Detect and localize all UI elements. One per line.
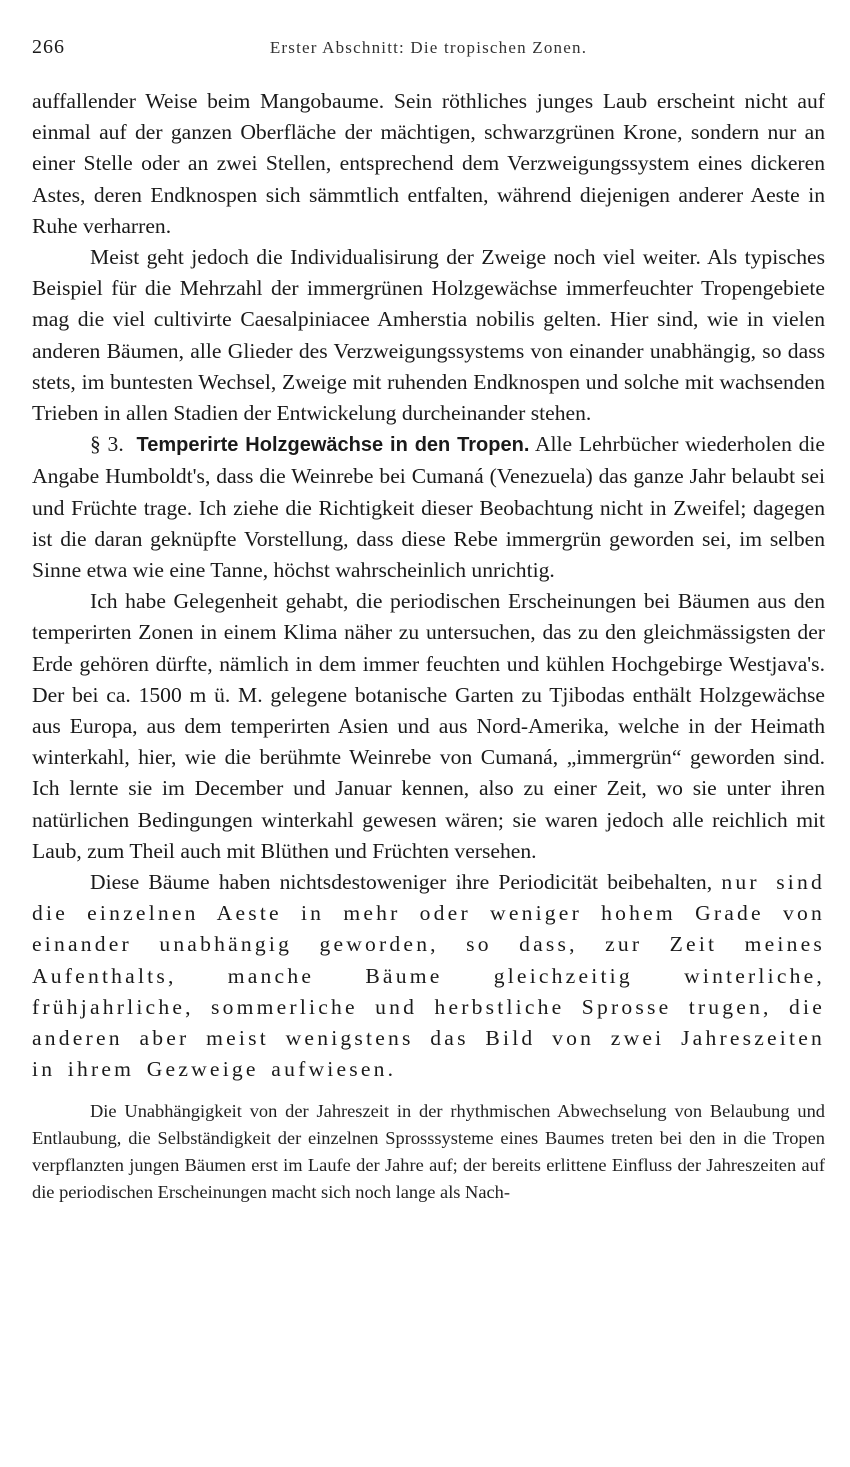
paragraph-3-text: Alle Lehrbücher wiederholen die Angabe Humboldt's, dass die Weinrebe bei Cumaná (Venezuela) das ganze Jahr belaubt sei und Früchte trage. Ich ziehe die Richtigkeit dieser Beobachtung nicht in Zweifel; dagegen ist die daran geknüpfte Vorstellung, dass diese Rebe immergrün geworden sei, im selben Sinne etwa wie eine Tanne, höchst wahrscheinlich unrichtig. xyxy=(32,432,825,583)
paragraph-5 xyxy=(32,867,825,1085)
footnote xyxy=(32,1098,825,1207)
paragraph-1: auffallender Weise beim Mangobaume. Sein röthliches junges Laub erscheint nicht auf einmal auf der ganzen Oberfläche der mächtigen, schwarzgrünen Krone, sondern nur an einer Stelle oder an zwei Stellen, entsprechend dem Verzweigungssystem eines dickeren Astes, deren Endknospen sich sämmtlich entfalten, während diejenigen anderer Aeste in Ruhe verharren. xyxy=(32,89,825,238)
paragraph-3 xyxy=(32,429,825,586)
page-number: 266 xyxy=(32,36,65,58)
paragraph-4: Ich habe Gelegenheit gehabt, die periodischen Erscheinungen bei Bäumen aus den temperirten Zonen in einem Klima näher zu untersuchen, das zu den gleichmässigsten der Erde gehören dürfte, nämlich in dem immer feuchten und kühlen Hochgebirge Westjava's. Der bei ca. 1500 m ü. M. gelegene botanische Garten zu Tjibodas enthält Holzgewächse aus Europa, aus dem temperirten Asien und aus Nord-Amerika, welche in der Heimath winterkahl, hier, wie die berühmte Weinrebe von Cumaná, „immergrün“ geworden sind. Ich lernte sie im December und Januar kennen, also zu einer Zeit, wo sie unter ihren natürlichen Bedingungen winterkahl gewesen wären; sie waren jedoch alle reichlich mit Laub, zum Theil auch mit Blüthen und Früchten versehen. xyxy=(32,589,825,863)
page-header xyxy=(32,30,825,66)
paragraph-5-start: Diese Bäume haben nichtsdestoweniger ihre Periodicität beibehalten, xyxy=(90,870,713,895)
body-text xyxy=(32,86,825,1086)
section-title: Temperirte Holzgewächse in den Tropen. xyxy=(136,434,530,457)
running-title: Erster Abschnitt: Die tropischen Zonen. xyxy=(269,38,588,57)
section-number: § 3. xyxy=(90,432,124,457)
paragraph-5-spaced: nur sind die einzelnen Aeste in mehr oder weniger hohem Grade von einander unabhängig geworden, so dass, zur Zeit meines Aufenthalts, manche Bäume gleichzeitig winterliche, frühjahrliche, sommerliche und herbstliche Sprosse trugen, die anderen aber meist wenigstens das Bild von zwei Jahreszeiten in ihrem Gezweige aufwiesen. xyxy=(32,870,826,1082)
paragraph-2: Meist geht jedoch die Individualisirung der Zweige noch viel weiter. Als typisches Beispiel für die Mehrzahl der immergrünen Holzgewächse immerfeuchter Tropengebiete mag die viel cultivirte Caesalpiniacee Amherstia nobilis gelten. Hier sind, wie in vielen anderen Bäumen, alle Glieder des Verzweigungssystems von einander unabhängig, so dass stets, im buntesten Wechsel, Zweige mit ruhenden Endknospen und solche mit wachsenden Trieben in allen Stadien der Entwickelung durcheinander stehen. xyxy=(32,245,825,426)
book-page xyxy=(32,30,825,1206)
footnote-text: Die Unabhängigkeit von der Jahreszeit in der rhythmischen Abwechselung von Belaubung und Entlaubung, die Selbständigkeit der einzelnen Sprosssysteme eines Baumes treten bei den in die Tropen verpflanzten jungen Bäumen erst im Laufe der Jahre auf; der bereits erlittene Einfluss der Jahreszeiten auf die periodischen Erscheinungen macht sich noch lange als Nach- xyxy=(32,1100,825,1203)
